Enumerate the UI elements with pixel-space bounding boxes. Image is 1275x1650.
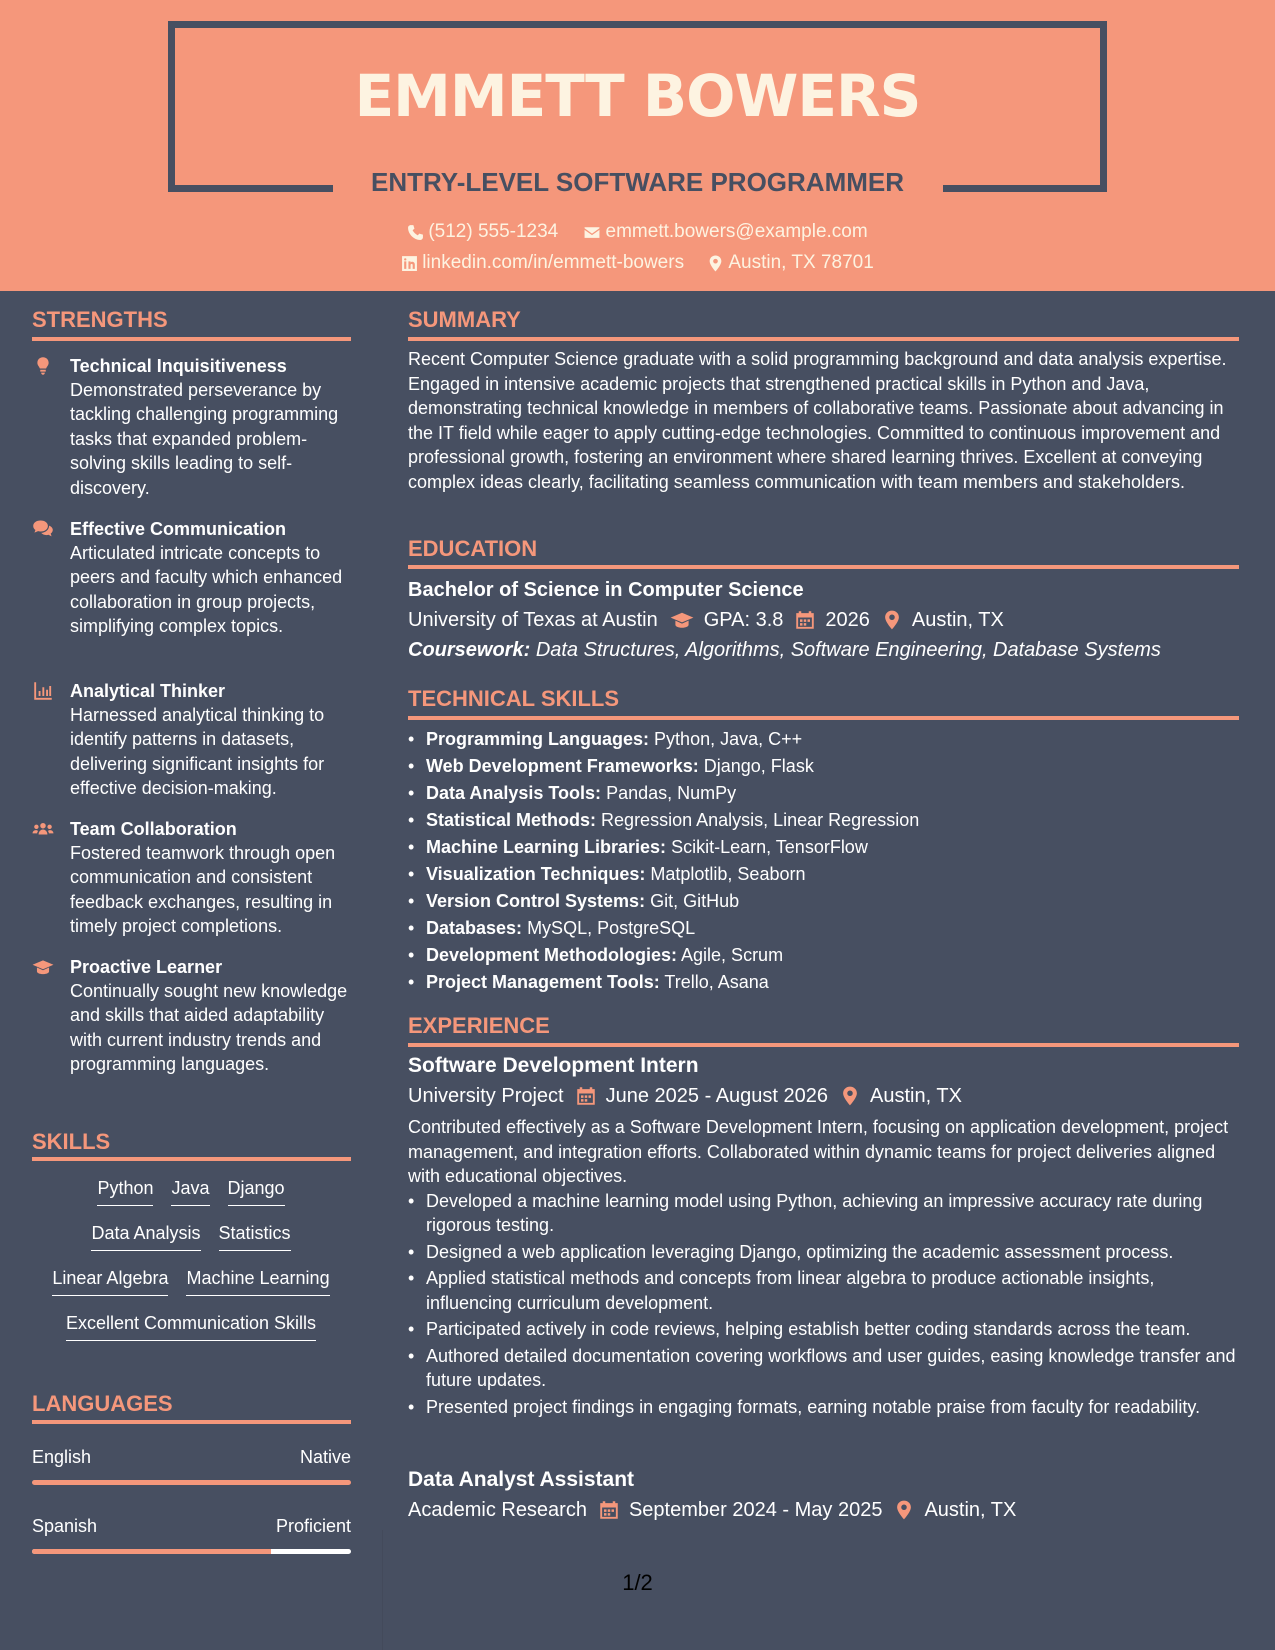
calendar-icon — [599, 1500, 619, 1520]
skill-category: Statistical Methods: — [426, 810, 597, 830]
strength-item — [32, 955, 352, 1077]
experience-rule — [408, 1043, 1239, 1047]
location-contact — [707, 252, 873, 274]
page-number: 1/2 — [622, 1570, 653, 1595]
skill-category: Data Analysis Tools: — [426, 783, 602, 803]
languages-heading: LANGUAGES — [32, 1391, 173, 1416]
list-item — [408, 834, 1240, 861]
bar-chart-icon — [32, 681, 58, 701]
graduation-year: 2026 — [825, 609, 870, 631]
skill-tag: Python — [97, 1176, 153, 1206]
location-text: Austin, TX 78701 — [728, 252, 874, 273]
job-dates: September 2024 - May 2025 — [628, 1499, 883, 1521]
strength-item — [32, 517, 352, 639]
strength-item — [32, 679, 352, 801]
job-bullets — [408, 1189, 1240, 1420]
lightbulb-icon — [32, 356, 58, 376]
skill-tag: Data Analysis — [91, 1221, 200, 1251]
language-bar — [32, 1549, 351, 1554]
education-location: Austin, TX — [911, 609, 1004, 631]
job-dates: June 2025 - August 2026 — [605, 1085, 829, 1107]
job-meta — [408, 1083, 1240, 1109]
skill-category: Databases: — [426, 918, 523, 938]
skill-values: Scikit-Learn, TensorFlow — [671, 837, 868, 857]
phone-text: (512) 555-1234 — [428, 221, 559, 242]
skill-category: Visualization Techniques: — [426, 864, 646, 884]
language-bar-fill — [32, 1549, 271, 1554]
technical-skills-heading: TECHNICAL SKILLS — [408, 686, 620, 711]
skills-heading: SKILLS — [32, 1129, 111, 1154]
strength-desc: Demonstrated perseverance by tackling challenging programming tasks that expanded problem-solving skills leading to self-discovery. — [70, 380, 339, 498]
strength-item — [32, 817, 352, 939]
strength-desc: Articulated intricate concepts to peers and faculty which enhanced collaboration in group projects, simplifying complex topics. — [70, 543, 343, 637]
skill-category: Project Management Tools: — [426, 972, 660, 992]
skills-list — [32, 1170, 350, 1350]
skill-values: Regression Analysis, Linear Regression — [601, 810, 920, 830]
strength-desc: Continually sought new knowledge and skills that aided adaptability with current industry trends and programming languages. — [70, 981, 348, 1075]
skill-category: Development Methodologies: — [426, 945, 678, 965]
phone-contact[interactable] — [407, 221, 558, 243]
list-item — [408, 753, 1240, 780]
language-bar-fill — [32, 1480, 351, 1485]
skill-values: Django, Flask — [703, 756, 814, 776]
job-org: University Project — [408, 1085, 564, 1107]
strength-title: Effective Communication — [70, 519, 287, 539]
contact-row-1 — [0, 221, 1275, 247]
language-name: Spanish — [32, 1516, 98, 1536]
experience-heading: EXPERIENCE — [408, 1013, 550, 1038]
list-item — [408, 942, 1240, 969]
job-location: Austin, TX — [924, 1499, 1017, 1521]
linkedin-icon — [401, 255, 418, 272]
strength-title: Team Collaboration — [70, 819, 237, 839]
skill-values: Matplotlib, Seaborn — [650, 864, 806, 884]
skill-values: Agile, Scrum — [681, 945, 784, 965]
candidate-name: EMMETT BOWERS — [354, 62, 921, 130]
degree-title: Bachelor of Science in Computer Science — [408, 579, 804, 601]
contact-row-2 — [0, 252, 1275, 278]
calendar-icon — [576, 1086, 596, 1106]
job-meta — [408, 1497, 1240, 1523]
header-frame — [168, 21, 1107, 28]
education-entry — [408, 577, 1240, 663]
language-level: Proficient — [275, 1516, 351, 1536]
gpa: GPA: 3.8 — [703, 609, 784, 631]
envelope-icon — [582, 224, 602, 241]
coursework-label: Coursework: — [408, 639, 531, 661]
language-level: Native — [299, 1447, 351, 1467]
skill-values: MySQL, PostgreSQL — [527, 918, 696, 938]
list-item — [408, 915, 1240, 942]
education-rule — [408, 565, 1239, 569]
skills-rule — [32, 1157, 351, 1161]
skill-tag: Statistics — [219, 1221, 291, 1251]
map-pin-icon — [707, 255, 724, 272]
job-org: Academic Research — [408, 1499, 587, 1521]
languages-rule — [32, 1420, 351, 1424]
skill-values: Python, Java, C++ — [654, 729, 803, 749]
map-pin-icon — [894, 1500, 914, 1520]
skill-tag: Machine Learning — [186, 1266, 329, 1296]
strength-title: Proactive Learner — [70, 957, 223, 977]
job-location: Austin, TX — [870, 1085, 962, 1107]
skill-tag: Django — [228, 1176, 285, 1206]
skill-tag: Java — [171, 1176, 209, 1206]
strength-desc: Fostered teamwork through open communication and consistent feedback exchanges, resulting in timely project completions. — [70, 843, 336, 937]
education-heading: EDUCATION — [408, 536, 538, 561]
strength-title: Technical Inquisitiveness — [70, 356, 287, 376]
strengths-rule — [32, 337, 351, 341]
skill-values: Pandas, NumPy — [606, 783, 737, 803]
summary-heading: SUMMARY — [408, 307, 521, 332]
email-text: emmett.bowers@example.com — [605, 221, 868, 242]
technical-skills-rule — [408, 716, 1239, 720]
coursework-list: Data Structures, Algorithms, Software Engineering, Database Systems — [535, 639, 1161, 661]
job-title: Data Analyst Assistant — [408, 1468, 635, 1491]
skill-tag: Excellent Communication Skills — [66, 1311, 316, 1341]
strength-item — [32, 354, 352, 500]
job-description: Contributed effectively as a Software Development Intern, focusing on application development, project management, and integration efforts. Collaborated within dynamic teams for project deliveries aligned with educational objectives. — [408, 1117, 1229, 1186]
graduation-cap-icon — [670, 610, 694, 630]
candidate-title: ENTRY-LEVEL SOFTWARE PROGRAMMER — [370, 167, 905, 197]
calendar-icon — [795, 610, 815, 630]
resume-header — [0, 0, 1275, 291]
job-title: Software Development Intern — [408, 1054, 699, 1077]
list-item: • Developed a machine learning model using Python, achieving an impressive accuracy rate during rigorous testing. — [408, 1189, 1240, 1238]
list-item: • Applied statistical methods and concepts from linear algebra to produce actionable insights, influencing curriculum development. — [408, 1266, 1240, 1315]
strength-desc: Harnessed analytical thinking to identify patterns in datasets, delivering significant insights for effective decision-making. — [70, 705, 325, 799]
list-item: • Authored detailed documentation covering workflows and user guides, easing knowledge transfer and future updates. — [408, 1344, 1240, 1393]
skill-category: Web Development Frameworks: — [426, 756, 699, 776]
linkedin-text: linkedin.com/in/emmett-bowers — [422, 252, 685, 273]
linkedin-contact[interactable] — [401, 252, 684, 274]
list-item: • Presented project findings in engaging formats, earning notable praise from faculty for readability. — [408, 1395, 1240, 1420]
list-item — [408, 726, 1240, 753]
list-item: • Designed a web application leveraging Django, optimizing the academic assessment process. — [408, 1240, 1240, 1265]
summary-rule — [408, 337, 1239, 341]
skill-tag: Linear Algebra — [52, 1266, 168, 1296]
list-item: • Participated actively in code reviews, helping establish better coding standards across the team. — [408, 1317, 1240, 1342]
skill-values: Git, GitHub — [650, 891, 740, 911]
comments-icon — [32, 519, 58, 539]
list-item — [408, 861, 1240, 888]
users-icon — [32, 819, 58, 839]
phone-icon — [407, 224, 424, 241]
skill-values: Trello, Asana — [664, 972, 769, 992]
skill-category: Version Control Systems: — [426, 891, 646, 911]
technical-skills-list — [408, 726, 1240, 996]
email-contact[interactable] — [582, 221, 868, 243]
map-pin-icon — [840, 1086, 860, 1106]
skill-category: Programming Languages: — [426, 729, 650, 749]
list-item — [408, 780, 1240, 807]
list-item — [408, 807, 1240, 834]
school-name: University of Texas at Austin — [408, 609, 658, 631]
strength-title: Analytical Thinker — [70, 681, 226, 701]
language-bar — [32, 1480, 351, 1485]
job-entry — [408, 1466, 1240, 1523]
coursework — [408, 637, 1240, 663]
job-entry — [408, 1052, 1240, 1419]
summary-text: Recent Computer Science graduate with a solid programming background and data analysis expertise. Engaged in intensive academic projects that strengthened practical skills in Python and Java, demonstrating technical knowledge in members of collaborative teams. Passionate about advancing in the IT field while eager to apply cutting-edge technologies. Committed to continuous improvement and professional growth, fostering an environment where shared learning thrives. Excellent at conveying complex ideas clearly, facilitating seamless communication with team members and stakeholders. — [408, 349, 1227, 492]
strengths-heading: STRENGTHS — [32, 307, 168, 332]
graduation-cap-icon — [32, 957, 58, 977]
language-name: English — [32, 1447, 92, 1467]
list-item — [408, 888, 1240, 915]
education-meta — [408, 607, 1240, 633]
list-item — [408, 969, 1240, 996]
map-pin-icon — [882, 610, 902, 630]
skill-category: Machine Learning Libraries: — [426, 837, 667, 857]
